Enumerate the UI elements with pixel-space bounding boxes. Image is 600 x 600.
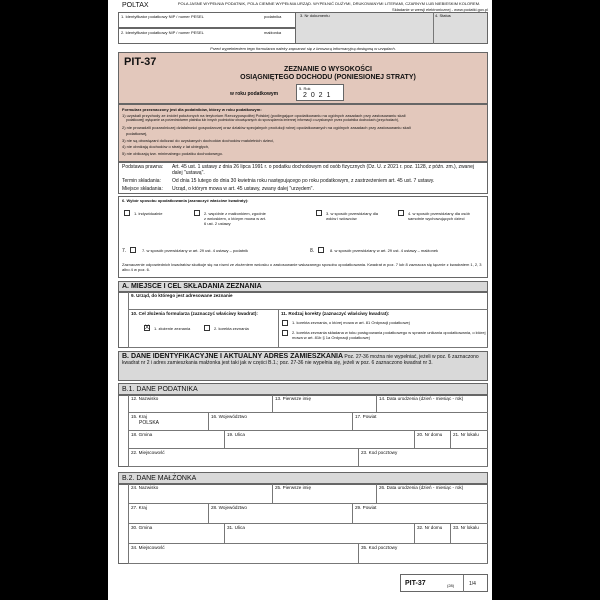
checkbox-individual[interactable] <box>124 210 130 216</box>
intro-heading: Formularz przeznaczony jest dla podatników, którzy w roku podatkowym: <box>122 107 262 112</box>
spouse-id-suffix: małżonka <box>264 30 282 35</box>
opt-joint: 2. wspólnie z małżonkiem, zgodnie z wnioskiem, o którym mowa w art. 6 ust. 2 ustawy <box>204 211 267 226</box>
checkbox-correction-art81b[interactable] <box>282 330 288 336</box>
spouse-first-name-label: 25. Pierwsze imię <box>275 485 311 490</box>
tax-office-label: 9. Urząd, do którego jest adresowane zeznanie <box>131 293 233 298</box>
spouse-house-number-label: 32. Nr domu <box>417 525 443 530</box>
b1-title: B.1. DANE PODATNIKA <box>122 386 198 393</box>
spouse-country-field[interactable] <box>128 504 208 524</box>
divider <box>433 12 434 44</box>
checkbox-widow[interactable] <box>316 210 322 216</box>
opt-art29-spouse: 8. w sposób przewidziany w art. 29 ust. 4 ustawy – małżonek <box>330 248 439 253</box>
postal-code-label: 23. Kod pocztowy <box>361 450 398 455</box>
street-field[interactable] <box>224 431 414 449</box>
info-notice: Przed wypełnieniem tego formularza należy zapoznać się z broszurą informacyjną dostępną w urzędach. <box>210 46 396 51</box>
birth-date-field[interactable] <box>376 395 488 413</box>
opt-art29-taxpayer: 7. w sposób przewidziany w art. 29 ust. 4 ustawy – podatnik <box>142 248 249 253</box>
opt-individual: 1. indywidualnie <box>134 211 163 216</box>
apartment-number-field[interactable] <box>450 431 488 449</box>
apartment-number-label: 21. Nr lokalu <box>453 432 479 437</box>
status-label: 4. Status <box>435 13 451 18</box>
footer-version: (28) <box>447 583 455 588</box>
city-label: 22. Miejscowość <box>131 450 165 455</box>
spouse-apartment-number-label: 33. Nr lokalu <box>453 525 479 530</box>
tax-year-field[interactable] <box>296 84 344 101</box>
spouse-first-name-field[interactable] <box>272 484 376 504</box>
spouse-postal-code-field[interactable] <box>358 544 488 564</box>
section-b-title: B. DANE IDENTYFIKACYJNE I AKTUALNY ADRES ZAMIESZKANIA <box>122 353 344 360</box>
purpose-label: 10. Cel złożenia formularza (zaznaczyć właściwy kwadrat): <box>131 311 258 316</box>
taxpayer-id-field[interactable] <box>118 12 296 28</box>
opt-widow: 3. w sposób przewidziany dla wdów i wdowców <box>326 211 379 221</box>
first-name-field[interactable] <box>272 395 376 413</box>
postal-code-field[interactable] <box>358 449 488 467</box>
correction-type-label: 11. Rodzaj korekty (zaznaczyć właściwy kwadrat): <box>281 311 390 316</box>
spouse-apartment-number-field[interactable] <box>450 524 488 544</box>
spouse-surname-field[interactable] <box>128 484 272 504</box>
spouse-id-label: 2. Identyfikator podatkowy NIP / numer PESEL <box>121 30 204 35</box>
checkbox-single-parent[interactable] <box>398 210 404 216</box>
spouse-birth-date-label: 26. Data urodzenia (dzień - miesiąc - rok) <box>379 485 464 490</box>
section-b-text <box>122 354 484 366</box>
correction-type-field <box>278 310 488 348</box>
footer-form-code: PIT-37 <box>405 580 426 587</box>
spouse-id-field[interactable] <box>118 28 296 44</box>
place-label: Miejsce składania: <box>122 186 163 192</box>
spouse-street-label: 31. Ulica <box>227 525 245 530</box>
country-label: 15. Kraj <box>131 414 147 419</box>
opt-correction: 2. korekta zeznania <box>214 326 249 331</box>
field6-note: Zaznaczenie odpowiednich kwadratów skutkuje się na równi ze złożeniem wniosku o zastosowanie wskazanego sposobu opodatkowania. Kwadrat w poz. 7 lub 8 zaznacza się łącznie z kwadratem 1, 2, 3 albo 4 w poz. 6. <box>122 262 482 272</box>
spouse-county-label: 29. Powiat <box>355 505 377 510</box>
b1-header <box>118 383 488 395</box>
checkbox-correction[interactable] <box>204 325 210 331</box>
checkbox-submission[interactable] <box>144 325 150 331</box>
intro-item: 4) nie obniżają dochodów o straty z lat ubiegłych, <box>122 144 210 149</box>
house-number-label: 20. Nr domu <box>417 432 443 437</box>
municipality-field[interactable] <box>128 431 224 449</box>
checkbox-mark: X <box>145 325 150 331</box>
spouse-house-number-field[interactable] <box>414 524 450 544</box>
section-a-header <box>118 281 488 292</box>
section-b-header <box>118 351 488 381</box>
spouse-street-field[interactable] <box>224 524 414 544</box>
place-text: Urząd, o którym mowa w art. 45 ustawy, zwany dalej "urzędem". <box>172 186 314 192</box>
checkbox-correction-art81[interactable] <box>282 320 288 326</box>
spouse-county-field[interactable] <box>352 504 488 524</box>
section-a-title: A. MIEJSCE I CEL SKŁADANIA ZEZNANIA <box>122 283 262 290</box>
spouse-city-field[interactable] <box>128 544 358 564</box>
footer-box <box>400 574 488 592</box>
intro-item: podatkowej, <box>126 131 148 136</box>
poltax-brand: POLTAX <box>122 2 149 9</box>
municipality-label: 18. Gmina <box>131 432 153 437</box>
deadline-text: Od dnia 15 lutego do dnia 30 kwietnia roku następującego po roku podatkowym, z zastrzeżeniem art. 45 ust. 7 ustawy. <box>172 178 435 184</box>
legal-basis-label: Podstawa prawna: <box>122 164 164 170</box>
voivodeship-field[interactable] <box>208 413 352 431</box>
checkbox-art29-taxpayer[interactable] <box>130 247 136 253</box>
tax-year-label: 5. Rok <box>299 86 311 91</box>
first-name-label: 13. Pierwsze imię <box>275 396 311 401</box>
section-b-desc: Poz. 27-36 można nie wypełniać, jeżeli w poz. 6 zaznaczono kwadrat nr 2 i adres zamieszkania małżonka jest taki jak w części B.1.; poz. 27-36 nie wypełnia się, jeżeli w poz. 6 zaznaczono kwadrat nr 3. <box>122 354 479 366</box>
spouse-surname-label: 24. Nazwisko <box>131 485 159 490</box>
surname-field[interactable] <box>128 395 272 413</box>
taxpayer-id-label: 1. Identyfikator podatkowy NIP / numer PESEL <box>121 14 204 19</box>
header-instruction: POLA JASNE WYPEŁNIA PODATNIK, POLA CIEMNE WYPEŁNIA URZĄD. WYPEŁNIĆ DUŻYMI, DRUKOWANYMI LITERAMI, CZARNYM LUB NIEBIESKIM KOLOREM. <box>177 1 481 6</box>
b2-title: B.2. DANE MAŁŻONKA <box>122 475 197 482</box>
tax-office-field[interactable] <box>128 292 488 310</box>
country-value: POLSKA <box>139 420 160 426</box>
form-title-line1: ZEZNANIE O WYSOKOŚCI <box>284 66 372 73</box>
form-title-line2: OSIĄGNIĘTEGO DOCHODU (PONIESIONEJ STRATY) <box>240 74 416 81</box>
checkbox-art29-spouse[interactable] <box>318 247 324 253</box>
intro-item: 5) nie obliczają tzw. minimalnego podatku dochodowego. <box>122 151 223 156</box>
spouse-municipality-label: 30. Gmina <box>131 525 153 530</box>
spouse-municipality-field[interactable] <box>128 524 224 544</box>
tax-year-value: 2 0 2 1 <box>303 92 332 99</box>
taxpayer-id-suffix: podatnika <box>264 14 282 19</box>
year-prefix: w roku podatkowym <box>230 91 279 97</box>
opt-correction-art81: 1. korekta zeznania, o której mowa w art. 81 Ordynacji podatkowej <box>292 320 410 325</box>
country-field[interactable] <box>128 413 208 431</box>
intro-item: podatkowej) wyłącznie za pośrednictwem płatnika lub innych podmiotów obowiązanych do sporządzenia imiennej informacji o uzyskanych przez podatnika dochodach (przychodach), <box>126 118 399 122</box>
street-label: 19. Ulica <box>227 432 245 437</box>
spouse-city-label: 34. Miejscowość <box>131 545 165 550</box>
checkbox-joint[interactable] <box>194 210 200 216</box>
spouse-birth-date-field[interactable] <box>376 484 488 504</box>
spouse-voivodeship-label: 28. Województwo <box>211 505 247 510</box>
spouse-postal-code-label: 35. Kod pocztowy <box>361 545 398 550</box>
voivodeship-label: 16. Województwo <box>211 414 247 419</box>
b2-header <box>118 472 488 484</box>
form-code: PIT-37 <box>124 56 157 68</box>
field6-label: 6. Wybór sposobu opodatkowania (zaznaczyć właściwe kwadraty): <box>122 198 249 203</box>
document-number-label: 3. Nr dokumentu <box>300 13 330 18</box>
intro-item: 2) nie prowadzili pozarolniczej działalności gospodarczej oraz działów specjalnych produkcji rolnej opodatkowanych na ogólnych zasadach przy zastosowaniu skali <box>122 125 411 130</box>
surname-label: 12. Nazwisko <box>131 396 159 401</box>
county-label: 17. Powiat <box>355 414 377 419</box>
spouse-voivodeship-field[interactable] <box>208 504 352 524</box>
city-field[interactable] <box>128 449 358 467</box>
intro-item: 3) nie są obowiązani doliczać do uzyskanych dochodów dochodów małoletnich dzieci, <box>122 138 275 143</box>
form-page: POLTAX POLA JASNE WYPEŁNIA PODATNIK, POLA CIEMNE WYPEŁNIA URZĄD. WYPEŁNIĆ DUŻYMI, DRUKOWANYMI LITERAMI, CZARNYM LUB NIEBIESKIM KOLOREM. Składanie w wersji elektronicznej - www.podatki.gov.pl 1. Identyfikator podatkowy NIP / numer PESEL podatnika 2. Identyfikator podatkowy NIP / numer PESEL małżonka 3. Nr dokumentu 4. Status Przed wypełnieniem tego formularza należy zapoznać się z broszurą informacyjną dostępną w urzędach. PIT-37 ZEZNANIE O WYSOKOŚCI OSIĄGNIĘTEGO DOCHODU (PONIESIONEJ STRATY) w roku podatkowym 5. Rok 2 0 2 1 Formularz przeznaczony jest dla podatników, którzy w roku podatkowym: 1) uzyskali przychody ze źródeł położonych na terytorium Rzeczypospolitej Polskiej (podlegające opodatkowaniu na ogólnych zasadach przy zastosowaniu skali podatkowej) wyłącznie za pośrednictwem płatnika lub innych podmiotów obowiązanych do sporządzenia imiennej informacji o uzyskanych przez podatnika dochodach (przychodach), 2) nie prowadzili pozarolniczej działalności gospodarczej oraz działów specjalnych produkcji rolnej opodatkowanych na ogólnych zasadach przy zastosowaniu skali podatkowej, 3) nie są obowiązani doliczać do uzyskanych dochodów dochodów małoletnich dzieci, 4) nie obniżają dochodów o straty z lat ubiegłych, 5) nie obliczają tzw. minimalnego podatku dochodowego. Podstawa prawna: Art. 45 ust. 1 ustawy z dnia 26 lipca 1991 r. o podatku dochodowym od osób fizycznych (Dz. U. z 2021 r. poz. 1128, z późn. zm.), zwanej dalej "ustawą". Termin składania: Od dnia 15 lutego do dnia 30 kwietnia roku następującego po roku podatkowym, z zastrzeżeniem art. 45 ust. 7 ustawy. Miejsce składania: Urząd, o którym mowa w art. 45 ustawy, zwany dalej "urzędem". 6. Wybór sposobu opodatkowania (zaznaczyć właściwe kwadraty): 1. indywidualnie 2. wspólnie z małżonkiem, zgodnie z wnioskiem, o którym mowa w art. 6 ust. 2 ustawy 3. w sposób przewidziany dla wdów i wdowców 4. w sposób przewidziany dla osób samotnie wychowujących dzieci 7. 7. w sposób przewidziany w art. 29 ust. 4 ustawy – podatnik 8. 8. w sposób przewidziany w art. 29 ust. 4 ustawy – małżonek Zaznaczenie odpowiednich kwadratów skutkuje się na równi ze złożeniem wniosku o zastosowanie wskazanego sposobu opodatkowania. Kwadrat w poz. 7 lub 8 zaznacza się łącznie z kwadratem 1, 2, 3 albo 4 w poz. 6. A. MIEJSCE I CEL SKŁADANIA ZEZNANIA 9. Urząd, do którego jest adresowane zeznanie 10. Cel złożenia formularza (zaznaczyć właściwy kwadrat): X 1. złożenie zeznania 2. korekta zeznania 11. Rodzaj korekty (zaznaczyć właściwy kwadrat): 1. korekta zeznania, o której mowa w art. 81 Ordynacji podatkowej 2. korekta zeznania składana w toku postępowania podatkowego w sprawie unikania opodatkowania, o której mowa w art. 81b § 1a Ordynacji podatkowej B. DANE IDENTYFIKACYJNE I AKTUALNY ADRES ZAMIESZKANIA Poz. 27-36 można nie wypełniać, jeżeli w poz. 6 zaznaczono kwadrat nr 2 i adres zamieszkania małżonka jest taki jak w części B.1.; poz. 27-36 nie wypełnia się, jeżeli w poz. 6 zaznaczono kwadrat nr 3. B.1. DANE PODATNIKA 12. Nazwisko 13. Pierwsze imię 14. Data urodzenia (dzień - miesiąc - rok) 15. Kraj POLSKA 16. Województwo 17. Powiat 18. Gmina 19. Ulica 20. Nr domu 21. Nr lokalu 22. Miejscowość 23. Kod pocztowy B.2. DANE MAŁŻONKA 24. Nazwisko 25. Pierwsze imię 26. Data urodzenia (dzień - miesiąc - rok) 27. Kraj 28. Województwo 29. Powiat 30. Gmina 31. Ulica 32. Nr domu 33. Nr lokalu 34. Miejscowość 35. Kod pocztowy PIT-37 (28) 1/4 <box>108 0 492 600</box>
deadline-label: Termin składania: <box>122 178 161 184</box>
legal-basis-text: Art. 45 ust. 1 ustawy z dnia 26 lipca 1991 r. o podatku dochodowym od osób fizycznych (Dz. U. z 2021 r. poz. 1128, z późn. zm.), zwanej dalej "ustawą". <box>172 164 475 176</box>
opt-correction-art81b: 2. korekta zeznania składana w toku postępowania podatkowego w sprawie unikania opodatkowania, o której mowa w art. 81b § 1a Ordynacji podatkowej <box>292 330 486 340</box>
spouse-country-label: 27. Kraj <box>131 505 147 510</box>
county-field[interactable] <box>352 413 488 431</box>
opt-single-parent: 4. w sposób przewidziany dla osób samotnie wychowujących dzieci <box>408 211 470 221</box>
house-number-field[interactable] <box>414 431 450 449</box>
birth-date-label: 14. Data urodzenia (dzień - miesiąc - rok) <box>379 396 464 401</box>
purpose-field <box>128 310 278 348</box>
intro-item: 1) uzyskali przychody ze źródeł położonych na terytorium Rzeczypospolitej Polskiej (podlegające opodatkowaniu na ogólnych zasadach przy zastosowaniu skali <box>122 113 406 118</box>
e-filing-note: Składanie w wersji elektronicznej - www.podatki.gov.pl <box>392 7 488 12</box>
opt-submission: 1. złożenie zeznania <box>154 326 191 331</box>
footer-page: 1/4 <box>469 581 476 587</box>
